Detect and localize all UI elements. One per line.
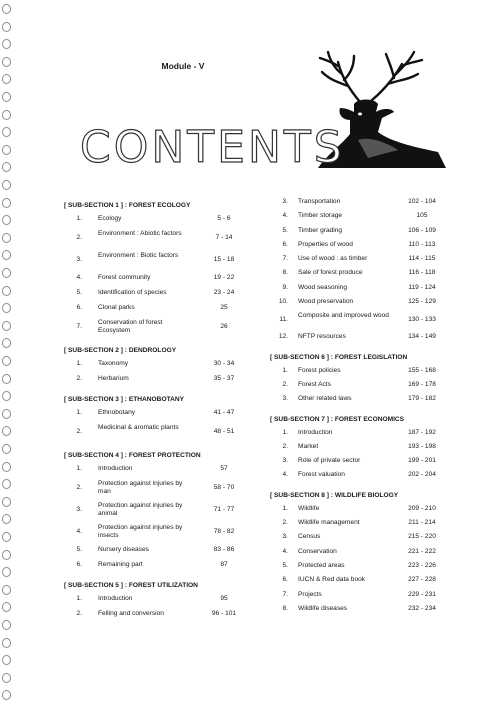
- entry-number: 2.: [282, 380, 288, 388]
- binding-ring: [2, 39, 11, 49]
- binding-ring: [2, 567, 11, 577]
- contents-left-column: [64, 196, 260, 625]
- entry-pages: 193 - 198: [408, 442, 436, 450]
- entry-number: 1.: [282, 428, 288, 436]
- entry-title: Composite and improved wood: [298, 312, 389, 320]
- entry-number: 1.: [76, 360, 82, 367]
- entry-number: 2.: [282, 519, 288, 527]
- entry-pages: 25: [220, 304, 228, 311]
- entry-pages: 125 - 129: [408, 298, 436, 306]
- entry-title: NFTP resources: [298, 333, 346, 341]
- entry-number: 3.: [76, 256, 82, 263]
- toc-entry: [270, 505, 452, 519]
- entry-number: 2.: [76, 234, 82, 241]
- entry-number: 9.: [282, 283, 288, 291]
- entry-number: 12.: [278, 333, 288, 341]
- entry-pages: 155 - 168: [408, 366, 436, 374]
- toc-entry: [64, 424, 260, 446]
- binding-ring: [2, 162, 11, 172]
- entry-number: 4.: [76, 274, 82, 281]
- entry-title: Forest community: [98, 274, 151, 281]
- entry-pages: 48 - 51: [213, 428, 235, 435]
- entry-pages: 7 - 14: [215, 234, 233, 241]
- toc-entry: [270, 457, 452, 471]
- entry-title: Environment : Biotic factors: [98, 252, 179, 259]
- section-heading: [ SUB-SECTION 2 ] : DENDROLOGY: [64, 347, 177, 354]
- entry-title: Ecology: [98, 215, 122, 222]
- entry-pages: 35 - 37: [213, 375, 235, 382]
- entry-title: Protection against injuries by man: [98, 480, 183, 495]
- toc-entry: [270, 576, 452, 590]
- entry-number: 5.: [282, 561, 288, 569]
- entry-number: 2.: [76, 428, 82, 435]
- section-heading: [ SUB-SECTION 4 ] : FOREST PROTECTION: [64, 452, 201, 459]
- contents-heading: CONTENTS: [80, 122, 345, 173]
- toc-entry: [64, 465, 260, 480]
- entry-pages: 105: [416, 212, 428, 220]
- entry-title: Market: [298, 442, 319, 450]
- toc-entry: [64, 610, 260, 625]
- entry-title: Identification of species: [98, 289, 167, 296]
- entry-pages: 110 - 113: [408, 240, 436, 248]
- toc-entry: [64, 319, 260, 341]
- entry-number: 1.: [76, 215, 82, 222]
- binding-ring: [2, 602, 11, 612]
- entry-number: 5.: [76, 546, 82, 553]
- binding-ring: [2, 74, 11, 84]
- binding-ring: [2, 426, 11, 436]
- entry-title: Wood seasoning: [298, 283, 347, 291]
- binding-ring: [2, 638, 11, 648]
- binding-ring: [2, 92, 11, 102]
- toc-entry: [64, 480, 260, 502]
- entry-title: Protected areas: [298, 561, 345, 569]
- toc-entry: [270, 381, 452, 395]
- entry-title: Forest valuation: [298, 471, 345, 479]
- binding-ring: [2, 673, 11, 683]
- entry-title: Role of private sector: [298, 457, 361, 465]
- binding-ring: [2, 127, 11, 137]
- entry-pages: 30 - 34: [213, 360, 235, 367]
- entry-title: Wildlife management: [298, 519, 360, 527]
- toc-entry: [64, 595, 260, 610]
- entry-pages: 187 - 192: [408, 428, 436, 436]
- entry-title: Properties of wood: [298, 240, 353, 248]
- toc-entry: [270, 562, 452, 576]
- section-heading: [ SUB-SECTION 8 ] : WILDLIFE BIOLOGY: [270, 491, 399, 499]
- entry-title: Protection against injuries by animal: [98, 502, 183, 517]
- entry-pages: 96 - 101: [211, 610, 237, 617]
- binding-ring: [2, 110, 11, 120]
- toc-entry: [64, 289, 260, 304]
- toc-entry: [270, 367, 452, 381]
- toc-entry: [64, 375, 260, 390]
- entry-title: Forest policies: [298, 366, 341, 374]
- entry-pages: 209 - 210: [408, 504, 436, 512]
- binding-ring: [2, 497, 11, 507]
- entry-title: Remaining part: [98, 561, 143, 568]
- entry-number: 3.: [282, 395, 288, 403]
- entry-pages: 95: [220, 595, 228, 602]
- binding-ring: [2, 4, 11, 14]
- entry-number: 3.: [76, 506, 82, 513]
- binding-ring: [2, 514, 11, 524]
- binding-ring: [2, 233, 11, 243]
- entry-pages: 229 - 231: [408, 590, 436, 598]
- entry-title: Taxonomy: [98, 360, 129, 367]
- entry-pages: 169 - 178: [408, 380, 436, 388]
- toc-entry: [270, 298, 452, 312]
- toc-entry: [64, 524, 260, 546]
- toc-entry: [270, 533, 452, 547]
- entry-title: Environment : Abiotic factors: [98, 230, 182, 237]
- entry-pages: 199 - 201: [408, 457, 436, 465]
- toc-entry: [270, 227, 452, 241]
- binding-ring: [2, 690, 11, 700]
- entry-number: 2.: [76, 375, 82, 382]
- toc-entry: [270, 312, 452, 333]
- binding-ring: [2, 391, 11, 401]
- entry-number: 8.: [282, 604, 288, 612]
- entry-title: Use of wood : as timber: [298, 255, 368, 263]
- entry-pages: 106 - 109: [408, 226, 436, 234]
- binding-ring: [2, 22, 11, 32]
- binding-ring: [2, 215, 11, 225]
- entry-pages: 102 - 104: [408, 198, 436, 205]
- entry-title: Transportation: [298, 198, 341, 205]
- entry-pages: 23 - 24: [213, 289, 235, 296]
- toc-entry: [64, 409, 260, 424]
- entry-pages: 5 - 6: [217, 215, 231, 222]
- binding-ring: [2, 444, 11, 454]
- entry-pages: 179 - 182: [408, 395, 436, 403]
- section-heading: [ SUB-SECTION 3 ] : ETHANOBOTANY: [64, 396, 185, 403]
- entry-pages: 119 - 124: [408, 283, 436, 291]
- toc-entry: [64, 561, 260, 576]
- entry-number: 8.: [282, 269, 288, 277]
- entry-pages: 211 - 214: [408, 519, 436, 527]
- toc-entry: [270, 605, 452, 619]
- module-label: Module - V: [161, 61, 205, 71]
- entry-pages: 83 - 86: [213, 546, 235, 553]
- entry-number: 7.: [76, 323, 82, 330]
- entry-number: 6.: [76, 304, 82, 311]
- entry-title: Wood preservation: [298, 298, 354, 306]
- contents-right-column: [270, 196, 452, 619]
- toc-entry: [64, 274, 260, 289]
- entry-title: Medicinal & aromatic plants: [98, 424, 179, 431]
- entry-title: Other related laws: [298, 395, 352, 403]
- entry-pages: 232 - 234: [408, 604, 436, 612]
- toc-entry: [270, 591, 452, 605]
- entry-number: 1.: [76, 595, 82, 602]
- toc-entry: [270, 429, 452, 443]
- binding-ring: [2, 57, 11, 67]
- entry-title: Census: [298, 533, 321, 541]
- entry-number: 10.: [278, 298, 288, 306]
- section-heading: [ SUB-SECTION 7 ] : FOREST ECONOMICS: [270, 415, 405, 423]
- entry-title: Ethnobotany: [98, 409, 136, 416]
- entry-pages: 202 - 204: [408, 471, 436, 479]
- entry-title: Nursery diseases: [98, 546, 149, 553]
- entry-number: 4.: [282, 471, 288, 479]
- entry-pages: 57: [220, 465, 228, 472]
- entry-title: Wildlife diseases: [298, 604, 348, 612]
- entry-pages: 41 - 47: [213, 409, 235, 416]
- spiral-binding: [0, 0, 16, 708]
- entry-title: Forest Acts: [298, 380, 331, 388]
- entry-number: 7.: [282, 590, 288, 598]
- entry-number: 2.: [282, 442, 288, 450]
- entry-pages: 19 - 22: [213, 274, 235, 281]
- toc-entry: [270, 269, 452, 283]
- binding-ring: [2, 356, 11, 366]
- toc-entry: [64, 252, 260, 274]
- entry-number: 1.: [76, 465, 82, 472]
- toc-entry: [270, 548, 452, 562]
- binding-ring: [2, 303, 11, 313]
- entry-pages: 130 - 133: [408, 316, 436, 324]
- binding-ring: [2, 479, 11, 489]
- entry-title: Felling and conversion: [98, 610, 164, 617]
- toc-entry: [270, 443, 452, 457]
- toc-entry: [270, 241, 452, 255]
- binding-ring: [2, 620, 11, 630]
- entry-number: 1.: [282, 366, 288, 374]
- entry-pages: 114 - 115: [408, 255, 436, 263]
- entry-number: 6.: [76, 561, 82, 568]
- entry-pages: 215 - 220: [408, 533, 436, 541]
- binding-ring: [2, 180, 11, 190]
- toc-entry: [270, 519, 452, 533]
- entry-number: 4.: [282, 547, 288, 555]
- entry-number: 5.: [282, 226, 288, 234]
- entry-title: Conservation: [298, 547, 337, 555]
- entry-number: 3.: [282, 198, 288, 205]
- entry-title: Introduction: [98, 465, 133, 472]
- toc-entry: [270, 333, 452, 347]
- toc-entry: [64, 304, 260, 319]
- toc-entry: [270, 395, 452, 409]
- entry-number: 3.: [282, 533, 288, 541]
- binding-ring: [2, 655, 11, 665]
- entry-title: Sale of forest produce: [298, 269, 363, 277]
- entry-title: Timber grading: [298, 226, 343, 234]
- binding-ring: [2, 268, 11, 278]
- binding-ring: [2, 532, 11, 542]
- entry-pages: 227 - 228: [408, 576, 436, 584]
- binding-ring: [2, 585, 11, 595]
- toc-entry: [270, 212, 452, 226]
- entry-title: Timber storage: [298, 212, 343, 220]
- entry-pages: 78 - 82: [213, 528, 235, 535]
- entry-title: Projects: [298, 590, 322, 598]
- toc-entry: [270, 284, 452, 298]
- entry-title: Clonal parks: [98, 304, 135, 311]
- toc-entry: [64, 360, 260, 375]
- entry-number: 2.: [76, 610, 82, 617]
- toc-entry: [64, 230, 260, 252]
- entry-number: 4.: [282, 212, 288, 220]
- toc-entry: [64, 546, 260, 561]
- entry-pages: 221 - 222: [408, 547, 436, 555]
- toc-entry: [270, 255, 452, 269]
- entry-title: Wildlife: [298, 504, 320, 512]
- toc-entry: [64, 502, 260, 524]
- entry-title: Protection against injuries by insects: [98, 524, 183, 539]
- binding-ring: [2, 145, 11, 155]
- binding-ring: [2, 198, 11, 208]
- toc-entry: [270, 198, 452, 212]
- entry-number: 4.: [76, 528, 82, 535]
- entry-pages: 58 - 70: [213, 484, 235, 491]
- entry-pages: 116 - 118: [408, 269, 436, 277]
- entry-number: 6.: [282, 576, 288, 584]
- binding-ring: [2, 462, 11, 472]
- section-heading: [ SUB-SECTION 6 ] : FOREST LEGISLATION: [270, 353, 408, 361]
- binding-ring: [2, 374, 11, 384]
- entry-number: 1.: [282, 504, 288, 512]
- entry-number: 7.: [282, 255, 288, 263]
- entry-pages: 71 - 77: [213, 506, 235, 513]
- entry-pages: 87: [220, 561, 228, 568]
- toc-entry: [270, 471, 452, 485]
- binding-ring: [2, 250, 11, 260]
- entry-number: 3.: [282, 457, 288, 465]
- entry-pages: 15 - 18: [213, 256, 235, 263]
- binding-ring: [2, 286, 11, 296]
- entry-number: 1.: [76, 409, 82, 416]
- binding-ring: [2, 321, 11, 331]
- toc-entry: [64, 215, 260, 230]
- binding-ring: [2, 550, 11, 560]
- entry-number: 2.: [76, 484, 82, 491]
- entry-title: Conservation of forest Ecosystem: [98, 319, 163, 334]
- entry-number: 6.: [282, 240, 288, 248]
- entry-title: IUCN & Red data book: [298, 576, 366, 584]
- binding-ring: [2, 409, 11, 419]
- entry-title: Herbarium: [98, 375, 129, 382]
- binding-ring: [2, 338, 11, 348]
- section-heading: [ SUB-SECTION 1 ] : FOREST ECOLOGY: [64, 202, 191, 209]
- entry-number: 5.: [76, 289, 82, 296]
- entry-title: Introduction: [298, 428, 333, 436]
- section-heading: [ SUB-SECTION 5 ] : FOREST UTILIZATION: [64, 582, 198, 589]
- entry-number: 11.: [279, 316, 288, 324]
- entry-pages: 134 - 149: [408, 333, 436, 341]
- entry-pages: 26: [220, 323, 228, 330]
- entry-pages: 223 - 226: [408, 561, 436, 569]
- entry-title: Introduction: [98, 595, 133, 602]
